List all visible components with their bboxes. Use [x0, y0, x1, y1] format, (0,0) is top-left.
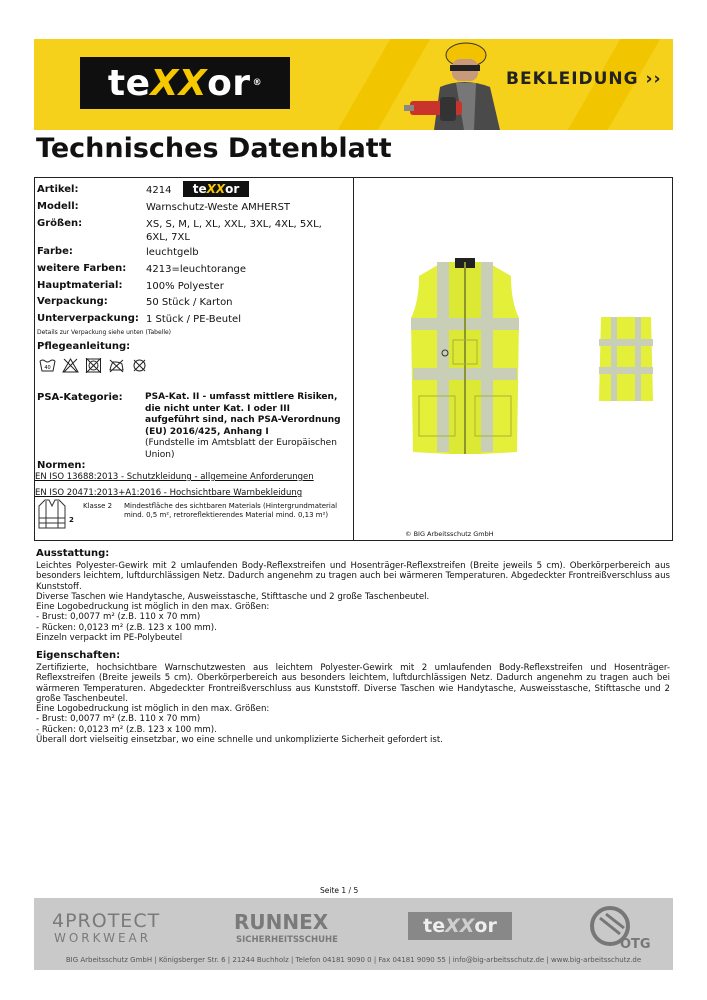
norm-13688: EN ISO 13688:2013 - Schutzkleidung - allgemeine Anforderungen: [35, 472, 314, 482]
page-title: Technisches Datenblatt: [36, 133, 392, 164]
texxor-footer-logo: te XX or: [408, 912, 512, 940]
footer-brands: [34, 898, 673, 970]
vest-front-image: [405, 258, 525, 454]
psa-value: PSA-Kat. II - umfasst mittlere Risiken, die nicht unter Kat. I oder III aufgeführt sind, nach PSA-Verordnung (EU) 2016/425, Anhang I (Fundstelle im Amtsblatt der Europäischen Union): [145, 392, 341, 460]
klasse-label: Klasse 2: [83, 502, 113, 510]
datasheet-table: Artikel: 4214 te XX or Modell: Warnschutz-Weste AMHERST Größen: XS, S, M, L, XL, XXL, 3XL, 4XL, 5XL, 6XL, 7XL Farbe: leuchtgelb weitere Farben: 4213=leuchtorange Hauptmaterial: 100% Polyester Verpackung: 50 Stück / Karton Unterverpackung: 1 Stück / PE-Beutel Details zur Verpackung siehe unten (Tabelle) Pflegeanleitung: 40 PSA-Kategorie: PSA-Kat. II - umfasst mittlere Risiken, die nicht unter Kat. I oder III aufgeführt sind, nach PSA-Verordnung (EU) 2016/425, Anhang I (Fundstelle im Amtsblatt der Europäischen Union) Normen: EN ISO 13688:2013 - Schutzkleidung - allgemeine Anforderungen EN ISO 20471:2013+A1:2016 - Hochsichtbare Warnbekleidung 2 Klasse 2 Mindestfläche des sichtbaren Materials (Hintergrundmaterial mind. 0,5 m², retroreflektierendes Material mind. 0,13 m²) © BIG Arbeitsschutz GmbH: [34, 177, 673, 541]
runnex-subtitle: SICHERHEITSSCHUHE: [236, 935, 338, 945]
texxor-logo: te XX or ®: [80, 57, 290, 109]
footer-address: BIG Arbeitsschutz GmbH | Königsberger Str. 6 | 21244 Buchholz | Telefon 04181 9090 0 | Fax 04181 9090 55 | info@big-arbeitsschutz.de | www.big-arbeitsschutz.de: [65, 956, 642, 964]
klasse-number: 2: [69, 516, 74, 524]
no-dryclean-icon: [131, 358, 148, 373]
page-number: Seite 1 / 5: [320, 886, 359, 895]
normen-label: Normen:: [37, 460, 86, 471]
no-tumble-dry-icon: [85, 358, 102, 373]
ausstattung-text: Leichtes Polyester-Gewirk mit 2 umlaufenden Body-Reflexstreifen und Hosenträger-Reflexstreifen (Breite jeweils 5 cm). Oberkörperbereich aus besonders leichtem, luftdurchlässigen Netz. Dadurch angenehm zu tragen auch bei wärmeren Temperaturen. Abgedeckter Frontreißverschluss aus Kunststoff. Diverse Taschen wie Handytasche, Ausweisstasche, Stifttasche und 2 große Taschenbeutel. Eine Logobedruckung ist möglich in den max. Größen: - Brust: 0,0077 m² (z.B. 110 x 70 mm) - Rücken: 0,0123 m² (z.B. 123 x 100 mm). Einzeln verpackt im PE-Polybeutel: [36, 561, 670, 644]
hi-vis-class-icon: [37, 498, 67, 530]
texxor-small-logo: te XX or: [183, 181, 249, 197]
norm-20471: EN ISO 20471:2013+A1:2016 - Hochsichtbare Warnbekleidung: [35, 488, 303, 498]
header-banner: [34, 39, 673, 130]
category-label: BEKLEIDUNG ››: [506, 69, 662, 89]
otg-logo: [586, 904, 656, 952]
klasse-description: Mindestfläche des sichtbaren Materials (Hintergrundmaterial mind. 0,5 m², retroreflektierendes Material mind. 0,13 m²): [124, 502, 338, 519]
4protect-logo: 4PROTECT: [52, 910, 161, 932]
vest-back-image: [597, 313, 655, 401]
no-iron-icon: [108, 358, 125, 373]
svg-text:40: 40: [44, 365, 51, 371]
image-copyright: © BIG Arbeitsschutz GmbH: [405, 530, 494, 538]
4protect-workwear-text: WORKWEAR: [54, 931, 152, 945]
eigenschaften-text: Zertifizierte, hochsichtbare Warnschutzwesten aus leichtem Polyester-Gewirk mit 2 umlaufenden Body-Reflexstreifen und Hosenträger-Reflexstreifen (Breite jeweils 5 cm). Oberkörperbereich aus besonders leichtem, luftdurchlässigen Netz. Dadurch angenehm zu tragen auch bei wärmeren Temperaturen. Abgedeckter Frontreißverschluss aus Kunststoff. Diverse Taschen wie Handytasche, Ausweisstasche, Stifttasche und 2 große Taschenbeutel. Eine Logobedruckung ist möglich in den max. Größen: - Brust: 0,0077 m² (z.B. 110 x 70 mm) - Rücken: 0,0123 m² (z.B. 123 x 100 mm). Überall dort vielseitig einsetzbar, wo eine schnelle und unkomplizierte Sicherheit gefordert ist.: [36, 663, 670, 746]
psa-label: PSA-Kategorie:: [37, 392, 123, 403]
ausstattung-title: Ausstattung:: [36, 548, 110, 559]
no-bleach-icon: [62, 358, 79, 373]
eigenschaften-title: Eigenschaften:: [36, 650, 121, 661]
svg-text:OTG: OTG: [620, 937, 651, 952]
wash-40-icon: [39, 358, 56, 373]
runnex-logo: RUNNEX: [234, 910, 329, 934]
care-icons: [39, 358, 148, 373]
packaging-note: Details zur Verpackung siehe unten (Tabelle): [37, 329, 172, 336]
